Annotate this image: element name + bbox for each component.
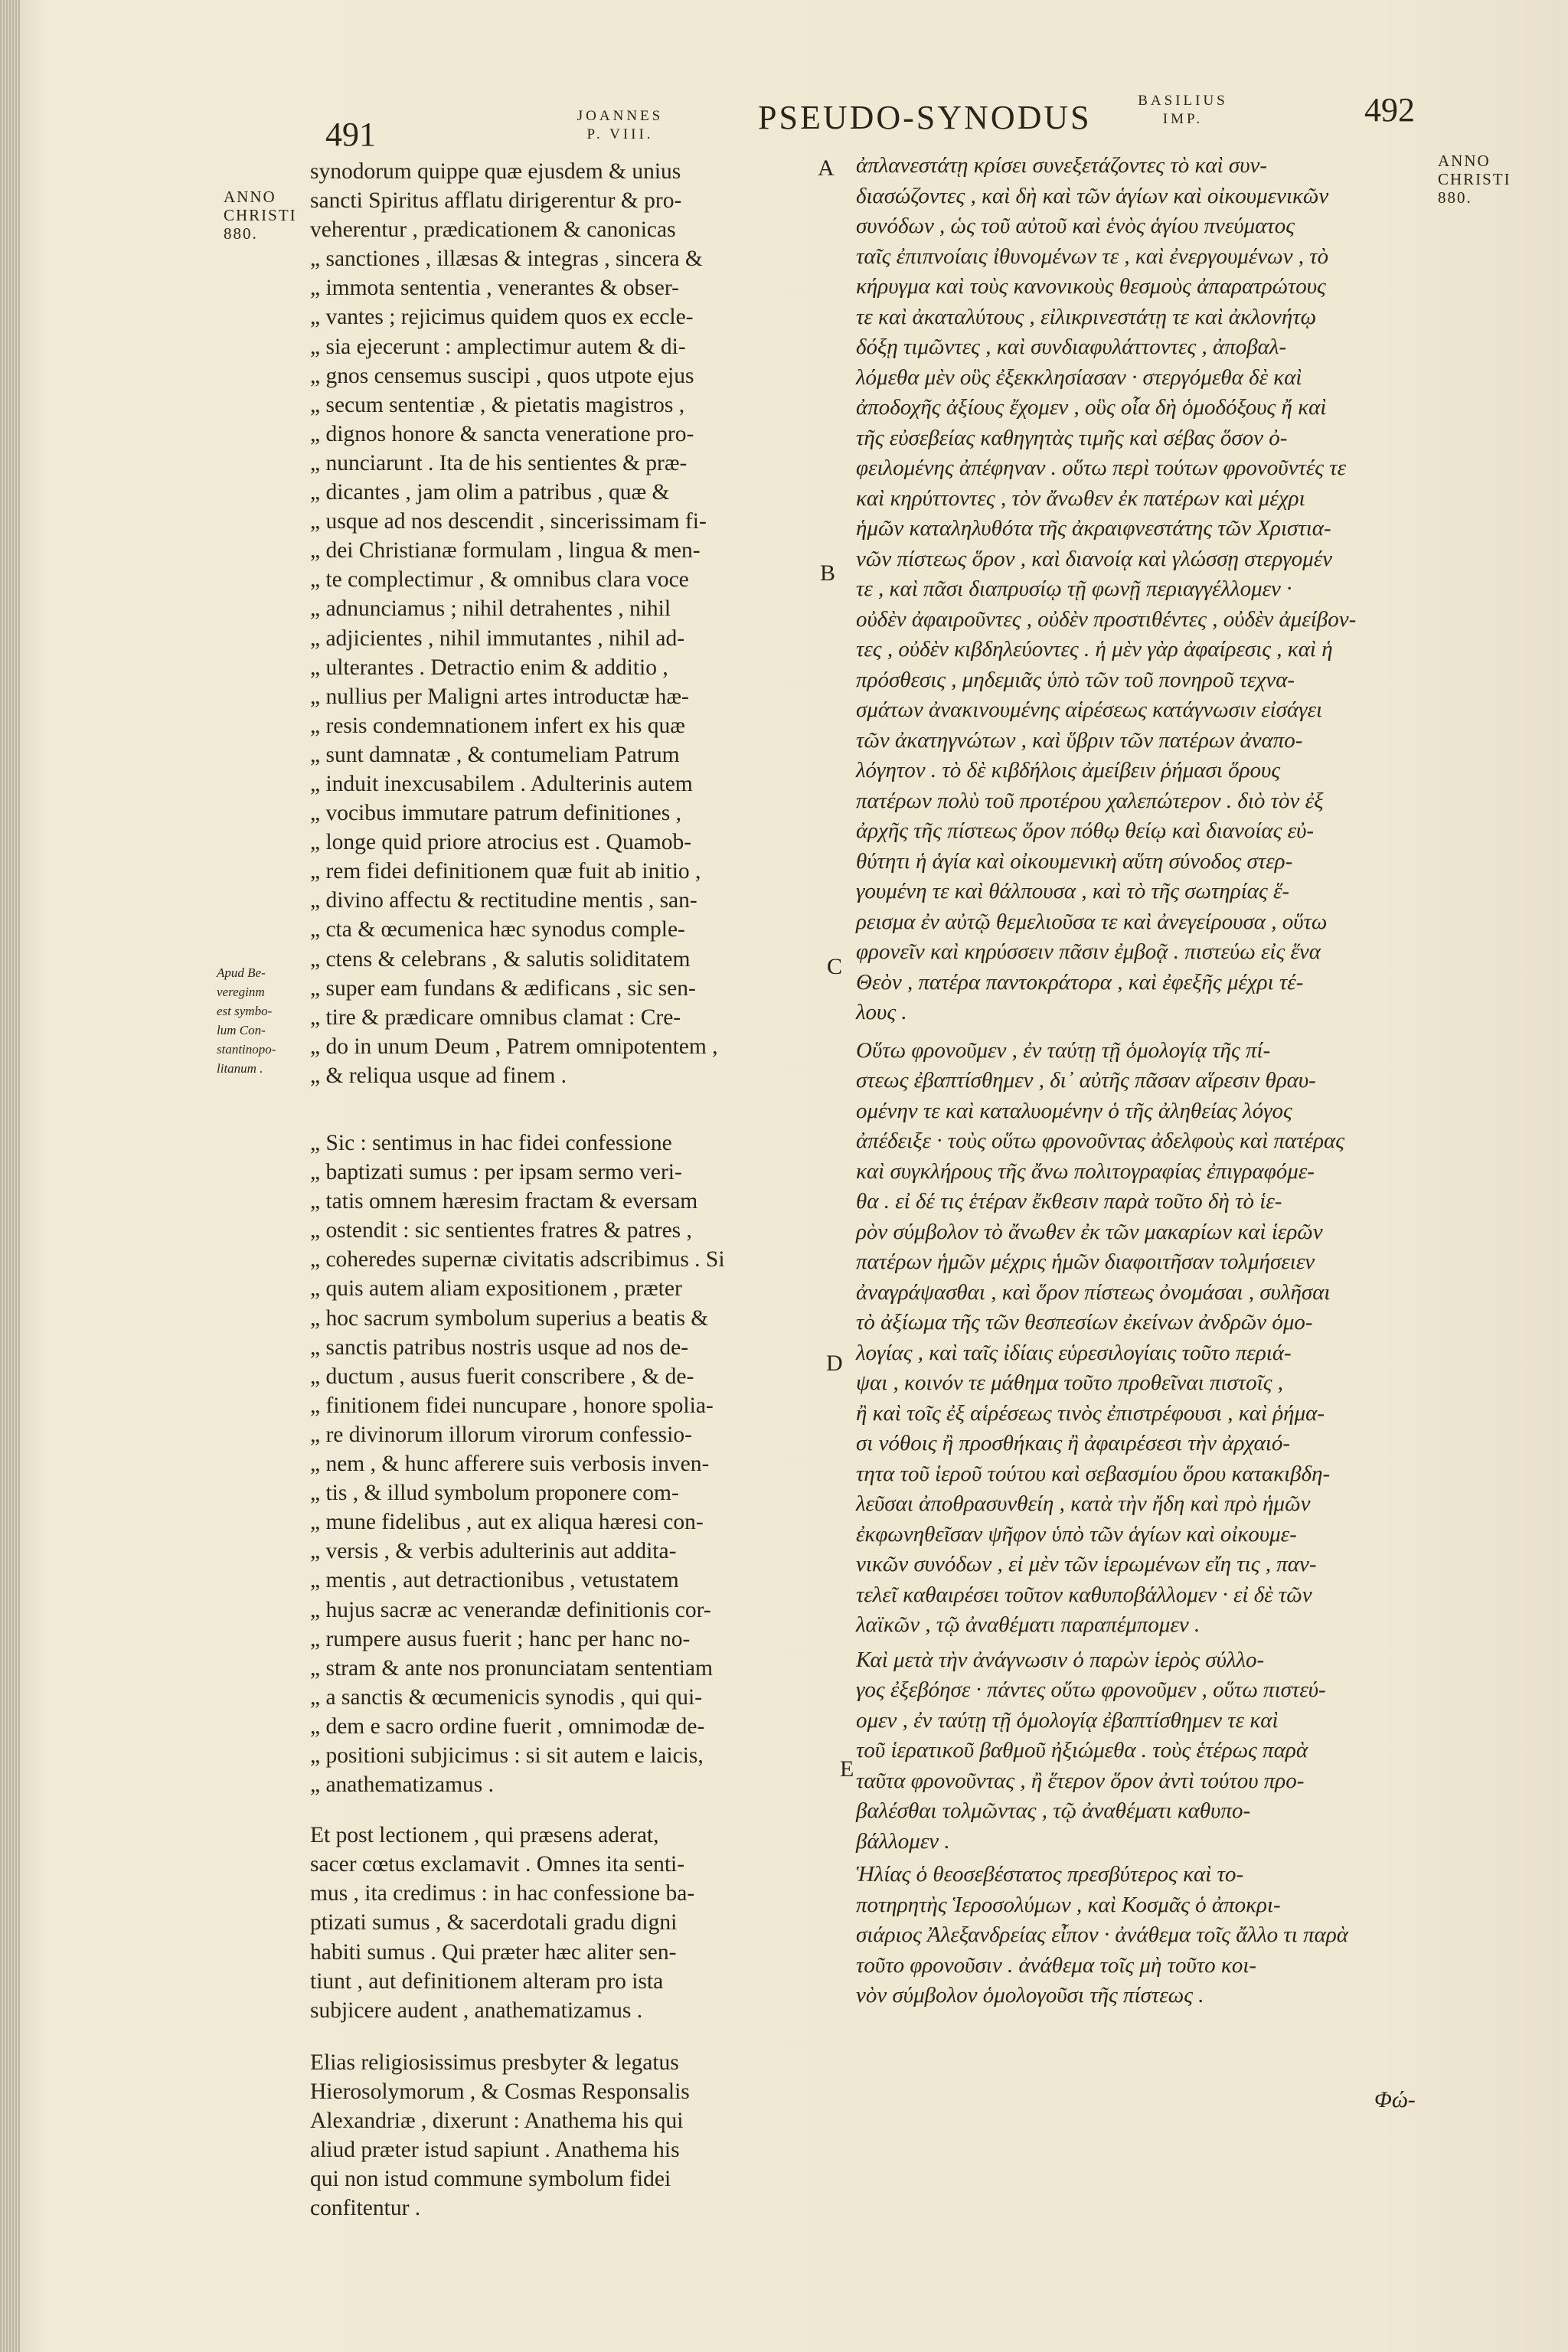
section-letter-e: E: [840, 1756, 854, 1782]
left-heading: [551, 107, 689, 144]
section-letter-a: A: [818, 155, 835, 181]
greek-paragraph: ἀπλανεστάτῃ κρίσει συνεξετάζοντες τὸ καὶ συν- διασώζοντες , καὶ δὴ καὶ τῶν ἁγίων καὶ οἰκουμενικῶν συνόδων , ὡς τοῦ αὐτοῦ καὶ ἑνὸς ἁγίου πνεύματος ταῖς ἐπιπνοίαις ἰθυνομένων τε , καὶ ἐνεργουμένων , τὸ κήρυγμα καὶ τοὺς κανονικοὺς θεσμοὺς ἀπαρατρώτους τε καὶ ἀκαταλύτους , εἰλικρινεστάτῃ τε καὶ ἀκλονήτῳ δόξῃ τιμῶντες , καὶ συνδιαφυλάττοντες , ἀποβαλ- λόμεθα μὲν οὓς ἐξεκκλησίασαν · στεργόμεθα δὲ καὶ ἀποδοχῆς ἀξίους ἔχομεν , οὓς οἷα δὴ ὁμοδόξους ἤ καὶ τῆς εὐσεβείας καθηγητὰς τιμῆς καὶ σέβας ὅσον ὀ- φειλομένης ἀπέφηναν . οὕτω περὶ τούτων φρονοῦντές τε καὶ κηρύττοντες , τὸν ἄνωθεν ἐκ πατέρων καὶ μέχρι ἡμῶν καταληλυθότα τῆς ἀκραιφνεστάτης τῶν Χριστια- νῶν πίστεως ὅρον , καὶ διανοίᾳ καὶ γλώσσῃ στεργομέν τε , καὶ πᾶσι διαπρυσίῳ τῇ φωνῇ περιαγγέλλομεν · οὐδὲν ἀφαιροῦντες , οὐδὲν προστιθέντες , οὐδὲν ἀμείβον- τες , οὐδὲν κιβδηλεύοντες . ἡ μὲν γὰρ ἀφαίρεσις , καὶ ἡ πρόσθεσις , μηδεμιᾶς ὑπὸ τῶν τοῦ πονηροῦ τεχνα- σμάτων ἀνακινουμένης αἱρέσεως κατάγνωσιν εἰσάγει τῶν ἀκατηγνώτων , καὶ ὕβριν τῶν πατέρων ἀναπο- λόγητον . τὸ δὲ κιβδήλοις ἀμείβειν ῥήμασι ὅρους πατέρων πολὺ τοῦ προτέρου χαλεπώτερον . διὸ τὸν ἐξ ἀρχῆς τῆς πίστεως ὅρον πόθῳ θείῳ καὶ διανοίας εὐ- θύτητι ἡ ἁγία καὶ οἰκουμενικὴ αὕτη σύνοδος στερ- γουμένη τε καὶ θάλπουσα , καὶ τὸ τῆς σωτηρίας ἕ- ρεισμα ἐν αὐτῷ θεμελιοῦσα τε καὶ ἀνεγείρουσα , οὕτω φρονεῖν καὶ κηρύσσειν πᾶσιν ἐμβοᾷ . πιστεύω εἰς ἕνα Θεὸν , πατέρα παντοκράτορα , καὶ ἐφεξῆς μέχρι τέ- λους .: [856, 153, 1357, 1024]
latin-column: [310, 157, 819, 2223]
page-edge: [0, 0, 20, 2352]
left-page-number: 491: [325, 116, 376, 153]
left-margin-anno: ANNO CHRISTI 880.: [224, 188, 297, 243]
greek-paragraph: Ἡλίας ὁ θεοσεβέστατος πρεσβύτερος καὶ το- ποτηρητὴς Ἱεροσολύμων , καὶ Κοσμᾶς ὁ ἀποκρι- σιάριος Ἀλεξανδρείας εἶπον · ἀνάθεμα τοῖς ἄλλο τι παρὰ τοῦτο φρονοῦσιν . ἀνάθεμα τοῖς μὴ τοῦτο κοι- νὸν σύμβολον ὁμολογοῦσι τῆς πίστεως .: [856, 1862, 1348, 2007]
right-heading-line1: BASILIUS: [1138, 93, 1228, 109]
left-margin-note: Apud Be- vereginm est symbo- lum Con- stantinopo- litanum .: [217, 965, 276, 1076]
right-margin-anno: ANNO CHRISTI 880.: [1438, 152, 1511, 207]
latin-paragraph: synodorum quippe quæ ejusdem & unius sancti Spiritus afflatu dirigerentur & pro- veherentur , prædicationem & canonicas „ sanctiones , illæsas & integras , sincera & „ immota sententia , venerantes & obser- „ vantes ; rejicimus quidem quos ex eccle- „ sia ejecerunt : amplectimur autem & di- „ gnos censemus suscipi , quos utpote ejus „ secum sententiæ , & pietatis magistros , „ dignos honore & sancta veneratione pro- „ nunciarunt . Ita de his sentientes & præ- „ dicantes , jam olim a patribus , quæ & „ usque ad nos descendit , sincerissimam fi- „ dei Christianæ formulam , lingua & men- „ te complectimur , & omnibus clara voce „ adnunciamus ; nihil detrahentes , nihil „ adjicientes , nihil immutantes , nihil ad- „ ulterantes . Detractio enim & additio , „ nullius per Maligni artes introductæ hæ- „ resis condemnationem infert ex his quæ „ sunt damnatæ , & contumeliam Patrum „ induit inexcusabilem . Adulterinis autem „ vocibus immutare patrum definitiones , „ longe quid priore atrocius est . Quamob- „ rem fidei definitionem quæ fuit ab initio , „ divino affectu & rectitudine mentis , san- „ cta & œcumenica hæc synodus comple- „ ctens & celebrans , & salutis soliditatem „ super eam fundans & ædificans , sic sen- „ tire & prædicare omnibus clamat : Cre- „ do in unum Deum , Patrem omnipotentem , „ & reliqua usque ad finem .: [310, 159, 718, 1088]
left-heading-line2: P. VIII.: [586, 126, 654, 142]
section-letter-c: C: [827, 954, 843, 979]
right-page-number: 492: [1364, 91, 1415, 129]
catchword: Φώ-: [1374, 2087, 1416, 2112]
left-heading-line1: JOANNES: [577, 108, 664, 124]
greek-column: [856, 151, 1407, 2011]
latin-paragraph: Et post lectionem , qui præsens aderat, sacer cœtus exclamavit . Omnes ita senti- mus , ita credimus : in hac confessione ba- ptizati sumus , & sacerdotali gradu digni habiti sumus . Qui præter hæc aliter sen- tiunt , aut definitionem alteram pro ista subjicere audent , anathematizamus .: [310, 1823, 695, 2023]
greek-paragraph: Καὶ μετὰ τὴν ἀνάγνωσιν ὁ παρὼν ἱερὸς σύλλο- γος ἐξεβόησε · πάντες οὕτω φρονοῦμεν , οὕτω πιστεύ- ομεν , ἐν ταύτῃ τῇ ὁμολογίᾳ ἐβαπτίσθημεν τε καὶ τοῦ ἱερατικοῦ βαθμοῦ ἠξιώμεθα . τοὺς ἑτέρως παρὰ ταῦτα φρονοῦντας , ἢ ἕτερον ὅρον ἀντὶ τούτου προ- βαλέσθαι τολμῶντας , τῷ ἀναθέματι καθυπο- βάλλομεν .: [856, 1647, 1326, 1854]
section-letter-b: B: [820, 560, 836, 586]
section-letter-d: D: [826, 1351, 843, 1376]
greek-paragraph: Οὕτω φρονοῦμεν , ἐν ταύτῃ τῇ ὁμολογίᾳ τῆς πί- στεως ἐβαπτίσθημεν , δι᾽ αὐτῆς πᾶσαν αἵρεσιν θραυ- ομένην τε καὶ καταλυομένην ὁ τῆς ἀληθείας λόγος ἀπέδειξε · τοὺς οὕτω φρονοῦντας ἀδελφοὺς καὶ πατέρας καὶ συγκλήρους τῆς ἄνω πολιτογραφίας ἐπιγραφόμε- θα . εἰ δέ τις ἑτέραν ἔκθεσιν παρὰ τοῦτο δὴ τὸ ἱε- ρὸν σύμβολον τὸ ἄνωθεν ἐκ τῶν μακαρίων καὶ ἱερῶν πατέρων ἡμῶν μέχρις ἡμῶν διαφοιτῆσαν τολμήσειεν ἀναγράψασθαι , καὶ ὅρον πίστεως ὀνομάσαι , συλῆσαι τὸ ἀξίωμα τῆς τῶν θεσπεσίων ἐκείνων ἀνδρῶν ὁμο- λογίας , καὶ ταῖς ἰδίαις εὑρεσιλογίαις τοῦτο περιά- ψαι , κοινόν τε μάθημα τοῦτο προθεῖναι πιστοῖς , ἢ καὶ τοῖς ἐξ αἱρέσεως τινὸς ἐπιστρέφουσι , καὶ ῥήμα- σι νόθοις ἢ προσθήκαις ἢ ἀφαιρέσεσι τὴν ἀρχαιό- τητα τοῦ ἱεροῦ τούτου καὶ σεβασμίου ὅρου κατακιβδη- λεῦσαι ἀποθρασυνθείη , κατὰ τὴν ἤδη καὶ πρὸ ἡμῶν ἐκφωνηθεῖσαν ψῆφον ὑπὸ τῶν ἁγίων καὶ οἰκουμε- νικῶν συνόδων , εἰ μὲν τῶν ἱερωμένων εἴη τις , παν- τελεῖ καθαιρέσει τοῦτον καθυποβάλλομεν · εἰ δὲ τῶν λαϊκῶν , τῷ ἀναθέματι παραπέμπομεν .: [856, 1037, 1344, 1637]
latin-paragraph: Elias religiosissimus presbyter & legatus Hierosolymorum , & Cosmas Responsalis Alexandriæ , dixerunt : Anathema his qui aliud præter istud sapiunt . Anathema his qui non istud commune symbolum fidei confitentur .: [310, 2050, 690, 2221]
right-heading-line2: IMP.: [1162, 111, 1204, 127]
latin-paragraph: „ Sic : sentimus in hac fidei confessione „ baptizati sumus : per ipsam sermo veri- „ tatis omnem hæresim fractam & eversam „ ostendit : sic sentientes fratres & patres , „ coheredes supernæ civitatis adscribimus . Si „ quis autem aliam expositionem , præter „ hoc sacrum symbolum superius a beatis & „ sanctis patribus nostris usque ad nos de- „ ductum , ausus fuerit conscribere , & de- „ finitionem fidei nuncupare , honore spolia- „ re divinorum illorum virorum confessio- „ nem , & hunc afferere suis verbosis inven- „ tis , & illud symbolum proponere com- „ mune fidelibus , aut ex aliqua hæresi con- „ versis , & verbis adulterinis aut addita- „ mentis , aut detractionibus , vetustatem „ hujus sacræ ac venerandæ definitionis cor- „ rumpere ausus fuerit ; hanc per hanc no- „ stram & ante nos pronunciatam sententiam „ a sanctis & œcumenicis synodis , qui qui- „ dem e sacro ordine fuerit , omnimodæ de- „ positioni subjicimus : si sit autem e laicis, „ anathematizamus .: [310, 1131, 725, 1798]
running-title: PSEUDO-SYNODUS: [758, 99, 1092, 136]
right-heading: [1114, 92, 1252, 129]
